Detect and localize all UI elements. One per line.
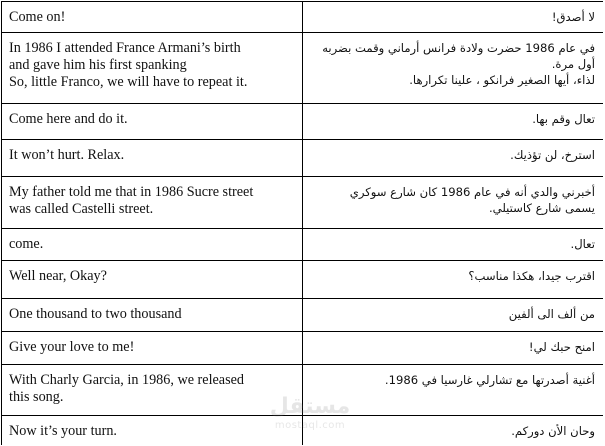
- english-cell: Come here and do it.: [2, 104, 303, 140]
- watermark-latin-text: mostaql.com: [274, 420, 346, 431]
- english-cell: Now it’s your turn.: [2, 416, 303, 446]
- table-row: [2, 229, 604, 261]
- english-cell: My father told me that in 1986 Sucre street was called Castelli street.: [2, 177, 303, 229]
- arabic-cell: وحان الأن دورکم.: [303, 416, 604, 446]
- table-row: [2, 261, 604, 299]
- arabic-cell: اقترب جيدا، هكذا مناسب؟: [303, 261, 604, 299]
- table-row: [2, 299, 604, 332]
- table-row: [2, 332, 604, 365]
- english-cell: In 1986 I attended France Armani’s birth and gave him his first spanking So, little Franco, we will have to repeat it.: [2, 33, 303, 104]
- table-row: [2, 2, 604, 33]
- watermark-arabic-text: مستقل: [269, 394, 351, 419]
- table-row: [2, 140, 604, 177]
- arabic-cell: أخبرني والدي أنه في عام 1986 كان شارع سوكري يسمى شارع كاستيلي.: [303, 177, 604, 229]
- english-cell: Come on!: [2, 2, 303, 33]
- table-row: [2, 177, 604, 229]
- arabic-cell: تعال.: [303, 229, 604, 261]
- arabic-cell: تعال وقم بها.: [303, 104, 604, 140]
- arabic-cell: لا أصدق!: [303, 2, 604, 33]
- arabic-cell: أغنية أصدرتها مع تشارلي غارسيا في 1986.: [303, 365, 604, 416]
- table-row: [2, 33, 604, 104]
- table-row: [2, 365, 604, 416]
- table-row: [2, 104, 604, 140]
- arabic-cell: في عام 1986 حضرت ولادة فرانس أرماني وقمت بضربه أول مرة. لذاء، أيها الصغير فرانكو ، علينا تكرارها.: [303, 33, 604, 104]
- english-cell: It won’t hurt. Relax.: [2, 140, 303, 177]
- table-row: [2, 416, 604, 446]
- arabic-cell: امنح حبك لي!: [303, 332, 604, 365]
- english-cell: One thousand to two thousand: [2, 299, 303, 332]
- translation-table: [1, 1, 603, 445]
- arabic-cell: من ألف الى ألفين: [303, 299, 604, 332]
- english-cell: Well near, Okay?: [2, 261, 303, 299]
- translation-sheet: [1, 1, 603, 445]
- english-cell: Give your love to me!: [2, 332, 303, 365]
- english-cell: With Charly Garcia, in 1986, we released this song.: [2, 365, 303, 416]
- arabic-cell: استرخ، لن تؤذيك.: [303, 140, 604, 177]
- english-cell: come.: [2, 229, 303, 261]
